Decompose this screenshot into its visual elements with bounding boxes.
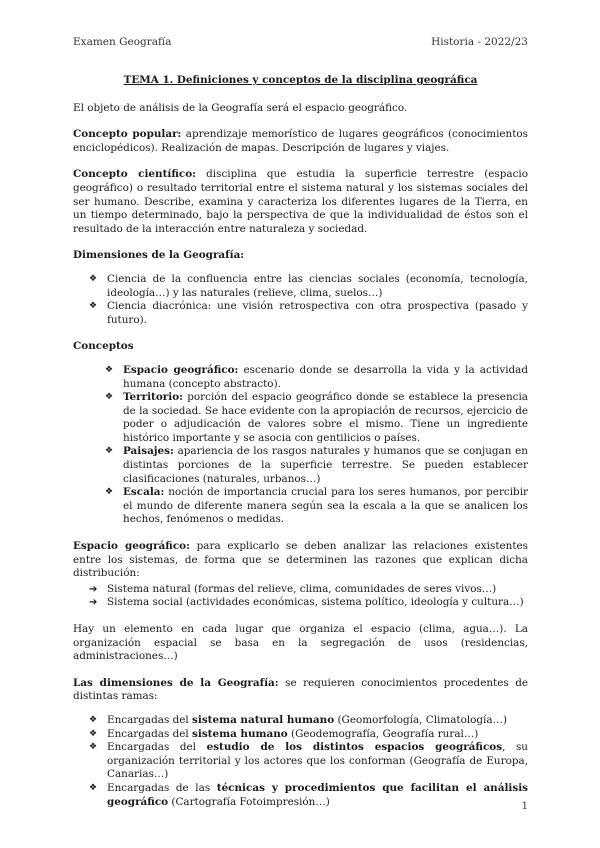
list-item: ❖ Encargadas del estudio de los distintos espacios geográficos, su organización territorial y los actores que los conforman (Geografía de Europa, Canarias…) [89, 741, 528, 781]
diamond-bullet-icon: ❖ [89, 742, 98, 753]
page-title: TEMA 1. Definiciones y conceptos de la disciplina geográfica [123, 74, 478, 86]
diamond-bullet-icon: ❖ [105, 392, 114, 403]
intro-paragraph: El objeto de análisis de la Geografía será el espacio geográfico. [73, 101, 408, 114]
concepto-cientifico-label: Concepto científico: [73, 168, 196, 181]
arrow-bullet-icon: ➔ [89, 583, 98, 595]
diamond-bullet-icon: ❖ [89, 301, 98, 312]
dimensiones-list [73, 273, 528, 327]
list-item: ❖ Espacio geográfico: escenario donde se desarrolla la vida y la actividad humana (concepto abstracto). [105, 363, 529, 390]
list-item: ➔ Sistema natural (formas del relieve, clima, comunidades de seres vivos…) [89, 582, 497, 595]
sistemas-list [73, 583, 528, 610]
dimensiones-heading: Dimensiones de la Geografía: [73, 249, 245, 262]
concepto-popular-text: aprendizaje memorístico de lugares geográficos (conocimientos enciclopédicos). Realización de mapas. Descripción de lugares y viajes. [73, 128, 528, 154]
diamond-bullet-icon: ❖ [105, 364, 114, 375]
list-item: ❖ Paisajes: apariencia de los rasgos naturales y humanos que se conjugan en distintas porciones de la superficie terrestre. Se pueden establecer clasificaciones (naturales, urbanos…) [105, 445, 528, 485]
list-item: ❖ Escala: noción de importancia crucial para los seres humanos, por percibir el mundo de diferente manera según sea la escala a la que se analicen los hechos, fenómenos o medidas. [105, 486, 528, 526]
diamond-bullet-icon: ❖ [89, 728, 98, 739]
list-item: ❖ Encargadas del sistema natural humano (Geomorfología, Climatología…) [89, 713, 508, 726]
diamond-bullet-icon: ❖ [105, 446, 114, 457]
concepto-popular [73, 128, 528, 155]
ramas-list [73, 714, 528, 809]
list-item: ❖ Encargadas del sistema humano (Geodemografía, Geografía rural…) [89, 727, 479, 740]
page-number: 1 [521, 801, 528, 812]
diamond-bullet-icon: ❖ [89, 714, 98, 725]
header-right: Historia - 2022/23 [431, 36, 528, 48]
conceptos-heading: Conceptos [73, 340, 134, 353]
espacio-geografico-paragraph: Espacio geográfico: para explicarlo se deben analizar las relaciones existentes entre los sistemas, de forma que se determinen las razones que explican dicha distribución: [73, 540, 528, 580]
list-item: ❖ Encargadas de las técnicas y procedimientos que facilitan el análisis geográfico (Cartografía Fotoimpresión…) [89, 781, 529, 808]
list-item: ❖ Territorio: porción del espacio geográfico donde se establece la presencia de la sociedad. Se hace evidente con la apropiación de recursos, ejercicio de poder o adjudicación de valores sobre el mismo. Tiene un ingrediente histórico importante y se asocia con gentilicios o países. [105, 391, 528, 444]
diamond-bullet-icon: ❖ [89, 273, 98, 284]
arrow-bullet-icon: ➔ [89, 597, 98, 609]
concepto-popular-label: Concepto popular: [73, 128, 182, 141]
list-item: ❖ Ciencia de la confluencia entre las ciencias sociales (economía, tecnología, ideología…) y las naturales (relieve, clima, suelos…) [89, 272, 528, 299]
diamond-bullet-icon: ❖ [89, 782, 98, 793]
elemento-paragraph: Hay un elemento en cada lugar que organiza el espacio (clima, agua…). La organización espacial se basa en la segregación de usos (residencias, administraciones…) [73, 623, 528, 663]
page-content [73, 74, 528, 822]
concepto-cientifico-text: disciplina que estudia la superficie terrestre (espacio geográfico) o resultado territorial entre el sistema natural y los sistemas sociales del ser humano. Describe, examina y caracteriza los diferentes lugares de la Tierra, en un tiempo determinado, bajo la perspectiva de que la individualidad de éstos son el resultado de la interacción entre naturaleza y sociedad. [73, 168, 528, 235]
diamond-bullet-icon: ❖ [105, 487, 114, 498]
concepto-cientifico [73, 168, 528, 236]
list-item: ❖ Ciencia diacrónica: une visión retrospectiva con otra prospectiva (pasado y futuro). [89, 300, 528, 326]
ramas-paragraph: Las dimensiones de la Geografía: se requieren conocimientos procedentes de distintas ramas: [73, 676, 528, 703]
conceptos-list [73, 364, 528, 527]
list-item: ➔ Sistema social (actividades económicas, sistema político, ideología y cultura…) [89, 596, 524, 609]
header-left: Examen Geografía [73, 36, 172, 48]
